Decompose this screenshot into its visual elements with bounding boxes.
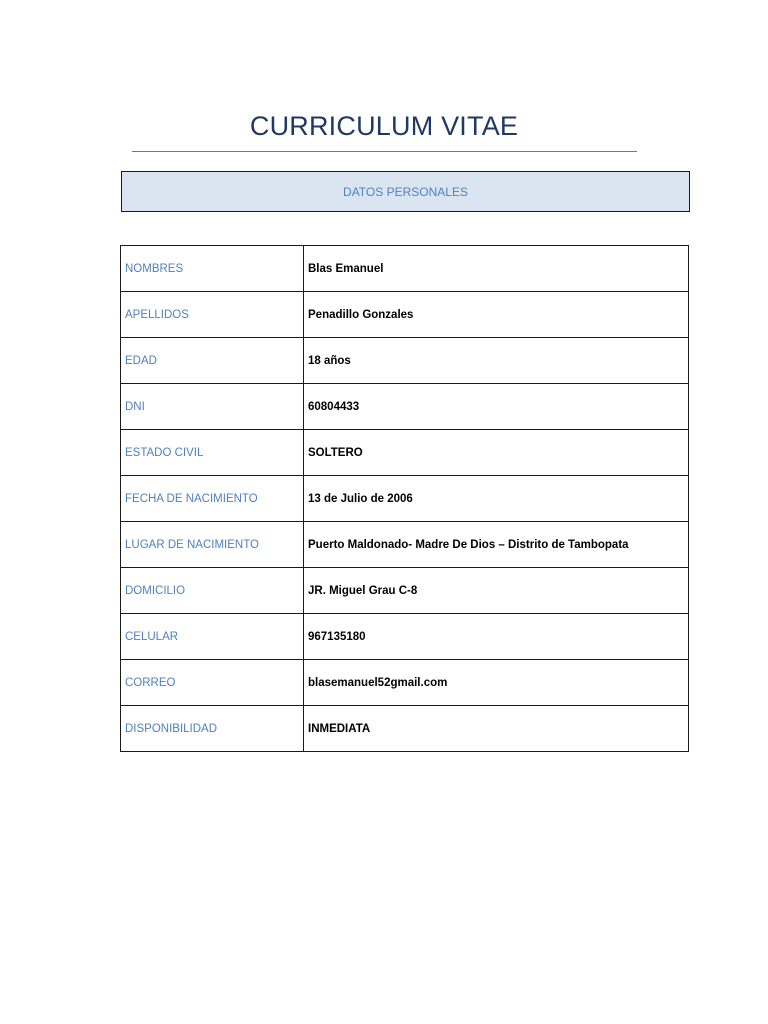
field-label-estado-civil: ESTADO CIVIL [121,430,304,476]
table-row [121,568,689,614]
field-label-domicilio: DOMICILIO [121,568,304,614]
field-value-edad: 18 años [304,338,689,384]
field-label-edad: EDAD [121,338,304,384]
field-label-fecha-nacimiento: FECHA DE NACIMIENTO [121,476,304,522]
title-divider [132,151,637,152]
field-value-fecha-nacimiento: 13 de Julio de 2006 [304,476,689,522]
section-heading: DATOS PERSONALES [343,184,468,199]
field-value-lugar-nacimiento: Puerto Maldonado- Madre De Dios – Distrito de Tambopata [304,522,689,568]
field-value-celular: 967135180 [304,614,689,660]
field-label-disponibilidad: DISPONIBILIDAD [121,706,304,752]
field-value-disponibilidad: INMEDIATA [304,706,689,752]
field-label-lugar-nacimiento: LUGAR DE NACIMIENTO [121,522,304,568]
table-row [121,246,689,292]
field-label-celular: CELULAR [121,614,304,660]
field-value-domicilio: JR. Miguel Grau C-8 [304,568,689,614]
field-label-apellidos: APELLIDOS [121,292,304,338]
table-row [121,522,689,568]
field-label-nombres: NOMBRES [121,246,304,292]
field-value-correo: blasemanuel52gmail.com [304,660,689,706]
field-value-nombres: Blas Emanuel [304,246,689,292]
table-row [121,476,689,522]
field-value-apellidos: Penadillo Gonzales [304,292,689,338]
field-value-estado-civil: SOLTERO [304,430,689,476]
field-label-correo: CORREO [121,660,304,706]
table-row [121,614,689,660]
table-row [121,660,689,706]
table-row [121,338,689,384]
personal-data-table [120,245,689,752]
table-row [121,292,689,338]
table-row [121,430,689,476]
section-header-datos-personales [121,171,690,212]
field-value-dni: 60804433 [304,384,689,430]
table-row [121,706,689,752]
field-label-dni: DNI [121,384,304,430]
document-title: CURRICULUM VITAE [249,111,519,141]
table-row [121,384,689,430]
